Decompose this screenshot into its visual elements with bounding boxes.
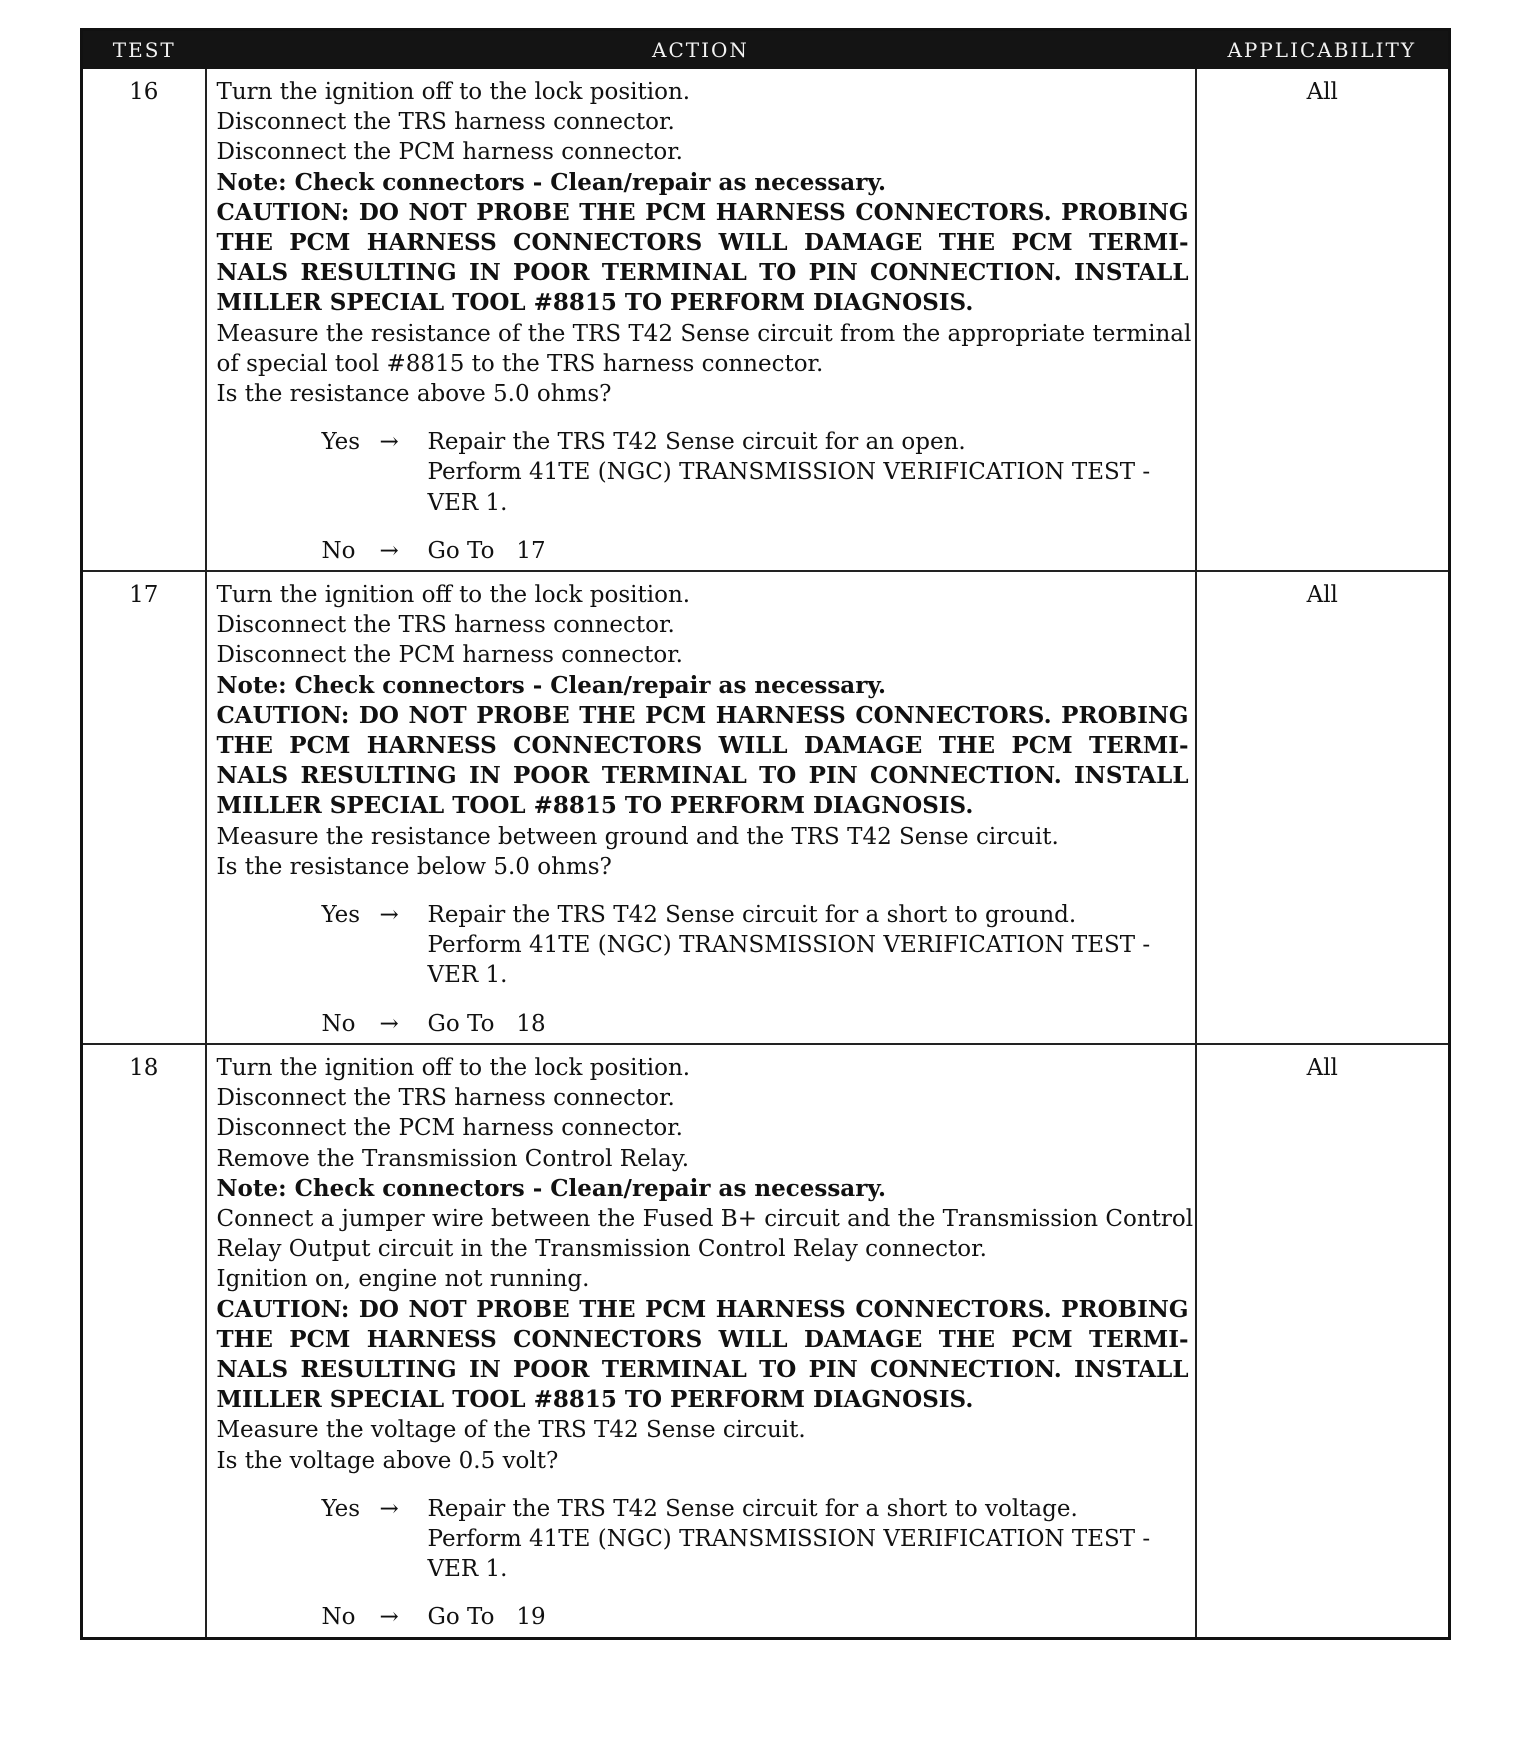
- step-line: of special tool #8815 to the TRS harness connector.: [216, 350, 824, 377]
- step-line: Remove the Transmission Control Relay.: [216, 1145, 689, 1172]
- applicability-value: All: [1196, 1044, 1450, 1638]
- step-line: Measure the resistance of the TRS T42 Sense circuit from the appropriate terminal: [216, 320, 1192, 347]
- header-row: [82, 30, 1450, 70]
- step-line: Measure the voltage of the TRS T42 Sense circuit.: [216, 1417, 806, 1444]
- step-line: Disconnect the PCM harness connector.: [216, 139, 683, 166]
- yes-line: VER 1.: [427, 962, 508, 989]
- yes-line: Repair the TRS T42 Sense circuit for a short to voltage.: [427, 1495, 1078, 1522]
- arrow-icon: →: [379, 902, 399, 929]
- step-line: Disconnect the TRS harness connector.: [216, 612, 675, 639]
- step-line: Disconnect the TRS harness connector.: [216, 109, 675, 136]
- step-line: Turn the ignition off to the lock position.: [216, 582, 691, 609]
- action-cell: [206, 69, 1196, 571]
- caution-line: MILLER SPECIAL TOOL #8815 TO PERFORM DIAGNOSIS.: [216, 792, 974, 820]
- arrow-icon: →: [379, 1495, 399, 1522]
- no-label: No: [321, 537, 356, 564]
- arrow-icon: →: [379, 537, 399, 564]
- yes-label: Yes: [321, 1495, 361, 1522]
- note-line: Note: Check connectors - Clean/repair as necessary.: [216, 671, 887, 699]
- applicability-value: All: [1196, 69, 1450, 571]
- step-line: Disconnect the TRS harness connector.: [216, 1085, 675, 1112]
- step-line: Is the voltage above 0.5 volt?: [216, 1447, 559, 1474]
- no-label: No: [321, 1010, 356, 1037]
- arrow-icon: →: [379, 1604, 399, 1631]
- step-line: Relay Output circuit in the Transmission Control Relay connector.: [216, 1236, 987, 1263]
- goto-text: Go To 18: [427, 1010, 546, 1037]
- applicability-value: All: [1196, 571, 1450, 1044]
- no-branch: [322, 536, 1189, 566]
- caution-line: NALS RESULTING IN POOR TERMINAL TO PIN CONNECTION. INSTALL: [216, 259, 1189, 287]
- step-line: Turn the ignition off to the lock position.: [216, 1054, 691, 1081]
- test-number: 16: [82, 69, 206, 571]
- header-applicability: APPLICABILITY: [1196, 30, 1450, 70]
- step-line: Disconnect the PCM harness connector.: [216, 642, 683, 669]
- yes-line: Perform 41TE (NGC) TRANSMISSION VERIFICATION TEST -: [427, 932, 1151, 959]
- step-line: Disconnect the PCM harness connector.: [216, 1115, 683, 1142]
- action-cell: [206, 1044, 1196, 1638]
- yes-line: Repair the TRS T42 Sense circuit for a short to ground.: [427, 902, 1077, 929]
- caution-line: THE PCM HARNESS CONNECTORS WILL DAMAGE THE PCM TERMI-: [216, 732, 1189, 760]
- yes-label: Yes: [321, 902, 361, 929]
- caution-line: CAUTION: DO NOT PROBE THE PCM HARNESS CONNECTORS. PROBING: [216, 701, 1189, 729]
- goto-text: Go To 17: [427, 537, 546, 564]
- caution-line: CAUTION: DO NOT PROBE THE PCM HARNESS CONNECTORS. PROBING: [216, 1295, 1189, 1323]
- note-line: Note: Check connectors - Clean/repair as necessary.: [216, 168, 887, 196]
- yes-line: Perform 41TE (NGC) TRANSMISSION VERIFICATION TEST -: [427, 459, 1151, 486]
- no-branch: [322, 1009, 1189, 1039]
- step-line: Is the resistance below 5.0 ohms?: [216, 853, 612, 880]
- yes-branch: [322, 900, 1189, 991]
- yes-branch: [322, 427, 1189, 518]
- caution-line: THE PCM HARNESS CONNECTORS WILL DAMAGE THE PCM TERMI-: [216, 229, 1189, 257]
- test-row-16: [82, 69, 1450, 571]
- caution-line: CAUTION: DO NOT PROBE THE PCM HARNESS CONNECTORS. PROBING: [216, 198, 1189, 226]
- yes-line: VER 1.: [427, 1556, 508, 1583]
- test-number: 18: [82, 1044, 206, 1638]
- caution-line: MILLER SPECIAL TOOL #8815 TO PERFORM DIAGNOSIS.: [216, 1386, 974, 1414]
- caution-line: NALS RESULTING IN POOR TERMINAL TO PIN CONNECTION. INSTALL: [216, 762, 1189, 790]
- no-branch: [322, 1602, 1189, 1632]
- caution-line: MILLER SPECIAL TOOL #8815 TO PERFORM DIAGNOSIS.: [216, 289, 974, 317]
- header-test: TEST: [82, 30, 206, 70]
- yes-line: Perform 41TE (NGC) TRANSMISSION VERIFICATION TEST -: [427, 1525, 1151, 1552]
- step-line: Measure the resistance between ground and the TRS T42 Sense circuit.: [216, 823, 1059, 850]
- yes-branch: [322, 1494, 1189, 1585]
- arrow-icon: →: [379, 1010, 399, 1037]
- caution-line: NALS RESULTING IN POOR TERMINAL TO PIN CONNECTION. INSTALL: [216, 1355, 1189, 1383]
- yes-line: VER 1.: [427, 489, 508, 516]
- action-cell: [206, 571, 1196, 1044]
- yes-line: Repair the TRS T42 Sense circuit for an open.: [427, 429, 966, 456]
- test-row-18: [82, 1044, 1450, 1638]
- test-number: 17: [82, 571, 206, 1044]
- arrow-icon: →: [379, 429, 399, 456]
- header-action: ACTION: [206, 30, 1196, 70]
- step-line: Connect a jumper wire between the Fused B+ circuit and the Transmission Control: [216, 1205, 1194, 1232]
- step-line: Turn the ignition off to the lock position.: [216, 79, 691, 105]
- step-line: Ignition on, engine not running.: [216, 1266, 590, 1293]
- diagnostic-test-table: [80, 28, 1451, 1640]
- test-row-17: [82, 571, 1450, 1044]
- caution-line: THE PCM HARNESS CONNECTORS WILL DAMAGE THE PCM TERMI-: [216, 1325, 1189, 1353]
- goto-text: Go To 19: [427, 1604, 546, 1631]
- note-line: Note: Check connectors - Clean/repair as necessary.: [216, 1174, 887, 1202]
- no-label: No: [321, 1604, 356, 1631]
- yes-label: Yes: [321, 429, 361, 456]
- step-line: Is the resistance above 5.0 ohms?: [216, 381, 612, 408]
